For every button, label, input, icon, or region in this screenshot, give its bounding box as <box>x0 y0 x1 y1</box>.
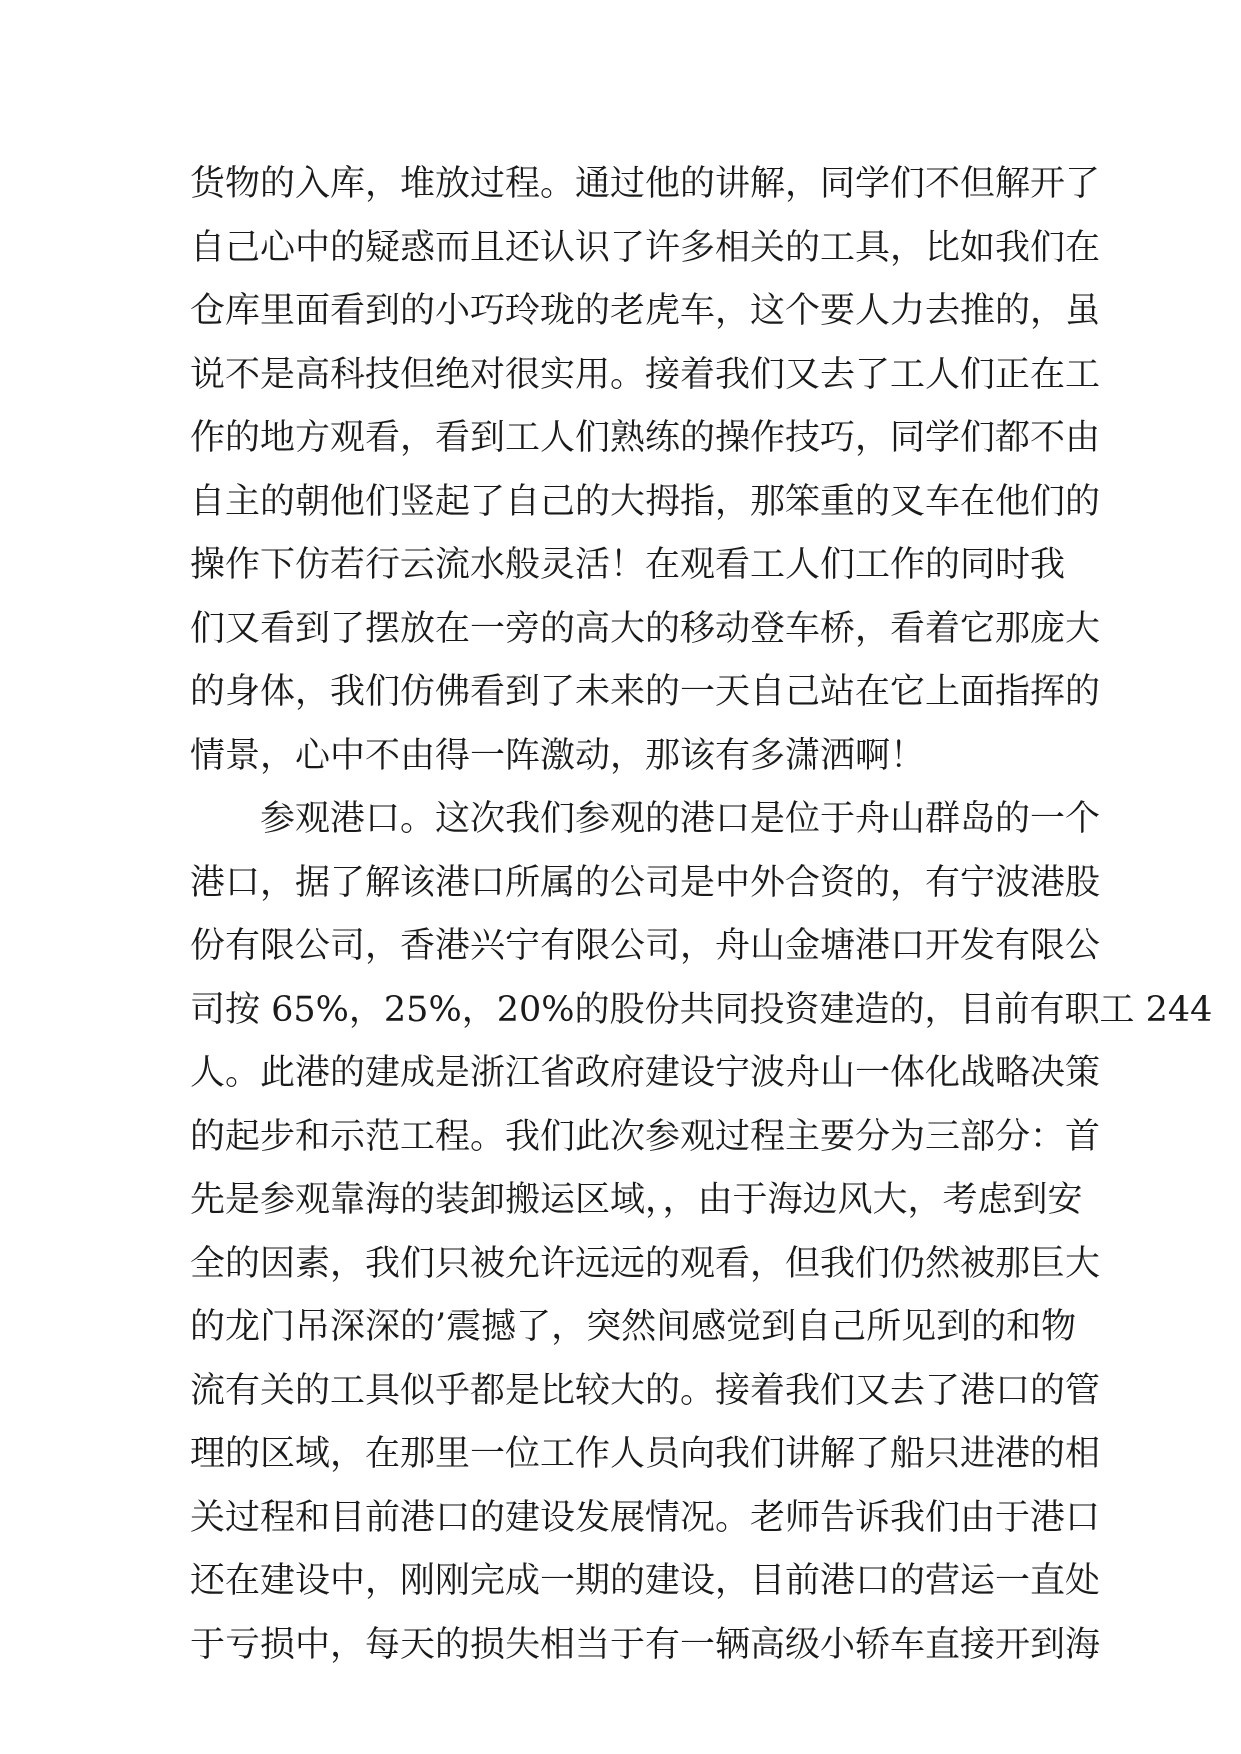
text-line: 作的地方观看，看到工人们熟练的操作技巧，同学们都不由 <box>190 418 1101 458</box>
text-line: 仓库里面看到的小巧玲珑的老虎车，这个要人力去推的，虽 <box>190 291 1101 331</box>
text-line: 的起步和示范工程。我们此次参观过程主要分为三部分：首 <box>190 1116 1101 1157</box>
body-text <box>190 153 1213 1677</box>
text-line: 说不是高科技但绝对很实用。接着我们又去了工人们正在工 <box>190 354 1101 395</box>
text-line: 先是参观靠海的装卸搬运区域，，由于海边风大，考虑到安 <box>190 1180 1083 1220</box>
text-line: 自己心中的疑惑而且还认识了许多相关的工具，比如我们在 <box>190 227 1101 268</box>
paragraph-1 <box>190 153 1101 788</box>
text-line: 份有限公司，香港兴宁有限公司，舟山金塘港口开发有限公 <box>190 926 1101 966</box>
text-line: 全的因素，我们只被允许远远的观看，但我们仍然被那巨大 <box>190 1243 1101 1284</box>
text-line: 司按 65%，25%，20%的股份共同投资建造的，目前有职工 244 <box>190 989 1213 1030</box>
text-line: 还在建设中，刚刚完成一期的建设，目前港口的营运一直处 <box>190 1561 1101 1601</box>
paragraph-2 <box>190 788 1213 1677</box>
text-line: 关过程和目前港口的建设发展情况。老师告诉我们由于港口 <box>190 1497 1101 1538</box>
text-line: 理的区域，在那里一位工作人员向我们讲解了船只进港的相 <box>190 1434 1101 1474</box>
text-line: 参观港口。这次我们参观的港口是位于舟山群岛的一个 <box>260 799 1101 839</box>
text-line: 的龙门吊深深的’震撼了，突然间感觉到自己所见到的和物 <box>190 1307 1077 1347</box>
text-line: 货物的入库，堆放过程。通过他的讲解，同学们不但解开了 <box>190 164 1101 204</box>
text-line: 于亏损中，每天的损失相当于有一辆高级小轿车直接开到海 <box>190 1624 1101 1665</box>
text-line: 的身体，我们仿佛看到了未来的一天自己站在它上面指挥的 <box>190 672 1101 712</box>
text-line: 港口，据了解该港口所属的公司是中外合资的，有宁波港股 <box>190 862 1101 903</box>
text-line: 自主的朝他们竖起了自己的大拇指，那笨重的叉车在他们的 <box>190 481 1101 522</box>
text-line: 人。此港的建成是浙江省政府建设宁波舟山一体化战略决策 <box>190 1053 1101 1093</box>
text-line: 操作下仿若行云流水般灵活！在观看工人们工作的同时我 <box>190 545 1066 585</box>
text-line: 们又看到了摆放在一旁的高大的移动登车桥，看着它那庞大 <box>190 608 1101 649</box>
text-line: 情景，心中不由得一阵激动，那该有多潇洒啊！ <box>190 735 926 776</box>
text-line: 流有关的工具似乎都是比较大的。接着我们又去了港口的管 <box>190 1370 1101 1411</box>
